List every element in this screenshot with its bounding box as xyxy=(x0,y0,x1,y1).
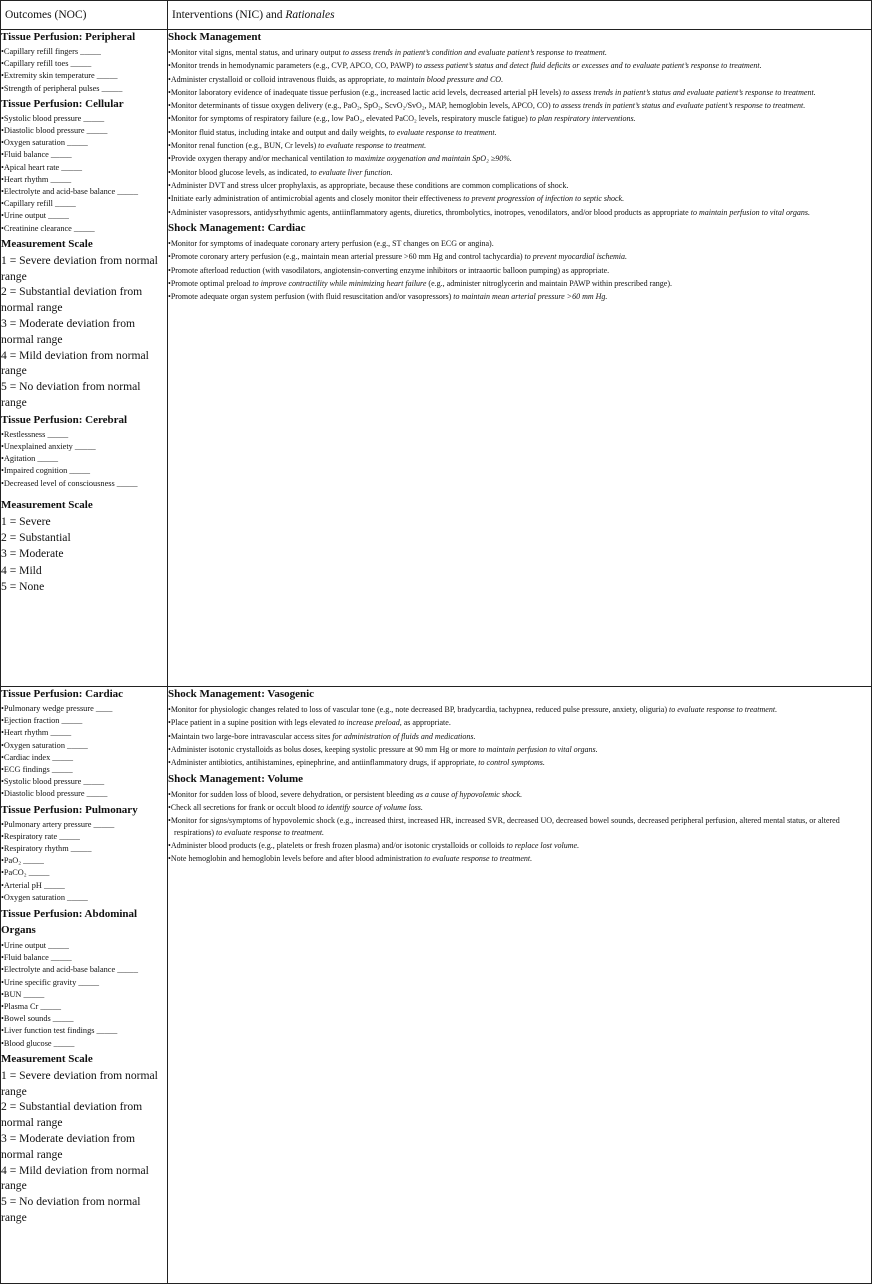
outcome-list xyxy=(1,819,167,904)
scale-item: 2 = Substantial deviation from normal range xyxy=(1,285,143,315)
outcome-item: • Impaired cognition _____ xyxy=(1,465,167,477)
interventions-cell-1 xyxy=(168,30,872,687)
rationale-text: to maximize oxygenation and maintain SpO₂ ≥90%. xyxy=(346,154,512,164)
intervention-text: Check all secretions for frank or occult blood xyxy=(170,802,318,812)
rationale-text: to assess trends in patient’s status and evaluate patient’s response to treatment. xyxy=(563,87,816,97)
rationale-text: to maintain mean arterial pressure >60 mm Hg. xyxy=(453,292,608,302)
measurement-scale xyxy=(1,1068,167,1226)
intervention-item xyxy=(168,278,871,290)
interventions-cell-2 xyxy=(168,687,872,1284)
intervention-item xyxy=(168,251,871,263)
outcome-item: • Fluid balance _____ xyxy=(1,149,167,161)
outcome-item: • Blood glucose _____ xyxy=(1,1038,167,1050)
outcome-item: • Electrolyte and acid-base balance _____ xyxy=(1,964,167,976)
intervention-item xyxy=(168,87,871,99)
rationale-text: as a cause of hypovolemic shock. xyxy=(415,789,523,799)
outcome-list xyxy=(1,940,167,1050)
intervention-item xyxy=(168,193,871,205)
outcome-item: • Oxygen saturation _____ xyxy=(1,892,167,904)
intervention-text: Place patient in a supine position with legs elevated xyxy=(170,718,339,728)
outcome-item: • Agitation _____ xyxy=(1,453,167,465)
rationale-text: to maintain blood pressure and CO. xyxy=(388,74,504,84)
intervention-heading: Shock Management: Vasogenic xyxy=(168,688,315,700)
intervention-text: Provide oxygen therapy and/or mechanical ventilation xyxy=(170,154,347,164)
outcome-item: • Plasma Cr _____ xyxy=(1,1001,167,1013)
intervention-item xyxy=(168,167,871,179)
outcome-item: • Bowel sounds _____ xyxy=(1,1013,167,1025)
section-title: Tissue Perfusion: Cardiac xyxy=(1,688,124,700)
intervention-text: Monitor fluid status, including intake and output and daily weights, xyxy=(170,127,389,137)
outcome-item: • Apical heart rate _____ xyxy=(1,162,167,174)
intervention-item xyxy=(168,853,871,865)
row-1 xyxy=(1,30,872,687)
outcomes-cell-1 xyxy=(1,30,168,687)
intervention-text: Administer isotonic crystalloids as bolus doses, keeping systolic pressure at 90 mm Hg or more xyxy=(170,744,479,754)
intervention-list xyxy=(168,704,871,769)
scale-item: 3 = Moderate deviation from normal range xyxy=(1,317,136,346)
outcome-list xyxy=(1,113,167,235)
outcomes-header: Outcomes (NOC) xyxy=(1,1,168,30)
row-2 xyxy=(1,687,872,1284)
intervention-list xyxy=(168,47,871,218)
section-title: Tissue Perfusion: Pulmonary xyxy=(1,803,138,816)
outcome-item: • Urine output _____ xyxy=(1,940,167,952)
outcome-item: • Capillary refill toes _____ xyxy=(1,58,167,70)
outcome-item: • Arterial pH _____ xyxy=(1,880,167,892)
rationale-text: to maintain perfusion to vital organs. xyxy=(690,207,810,217)
outcome-item: • PaCO₂ _____ xyxy=(1,867,167,879)
scale-item: 2 = Substantial xyxy=(1,531,71,545)
rationale-text: to assess trends in patient’s status and evaluate patient’s response to treatment. xyxy=(552,101,806,111)
outcome-item: • Unexplained anxiety _____ xyxy=(1,441,167,453)
rationale-text: to assess trends in patient’s condition and evaluate patient’s response to treatment. xyxy=(342,48,607,57)
intervention-item xyxy=(168,757,871,769)
outcome-list xyxy=(1,703,167,801)
outcome-item: • Diastolic blood pressure _____ xyxy=(1,788,167,800)
rationale-text: to control symptoms. xyxy=(478,758,545,768)
section-title: Tissue Perfusion: Cerebral xyxy=(1,413,128,426)
scale-item: 5 = None xyxy=(1,580,45,594)
scale-item: 2 = Substantial deviation from normal range xyxy=(1,1100,143,1130)
outcome-list xyxy=(1,429,167,490)
measurement-scale xyxy=(1,253,167,411)
intervention-item xyxy=(168,113,871,125)
intervention-item xyxy=(168,47,871,59)
intervention-item xyxy=(168,100,871,112)
scale-item: 3 = Moderate deviation from normal range xyxy=(1,1132,136,1161)
intervention-text: Administer vasopressors, antidysrhythmic agents, antiinflammatory agents, diuretics, thrombolytics, inotropes, venodilators, and/or blood products as appropriate xyxy=(170,207,691,217)
intervention-item xyxy=(168,238,871,250)
rationale-text: to evaluate response to treatment. xyxy=(216,827,325,837)
intervention-heading: Shock Management: Cardiac xyxy=(168,222,306,235)
outcome-item: • Systolic blood pressure _____ xyxy=(1,776,167,788)
outcome-item: • Respiratory rate _____ xyxy=(1,831,167,843)
scale-item: 5 = No deviation from normal range xyxy=(1,380,141,410)
outcome-item: • Extremity skin temperature _____ xyxy=(1,70,167,82)
rationale-text: to improve contractility while minimizing heart failure xyxy=(252,278,427,288)
rationale-text: to evaluate liver function. xyxy=(310,167,393,177)
scale-item: 3 = Moderate xyxy=(1,547,64,561)
intervention-text: Administer crystalloid or colloid intravenous fluids, as appropriate, xyxy=(170,74,389,84)
rationale-text: to replace lost volume. xyxy=(506,841,580,851)
outcome-item: • BUN _____ xyxy=(1,989,167,1001)
intervention-text: Monitor blood glucose levels, as indicated, xyxy=(170,167,311,177)
intervention-text: Monitor vital signs, mental status, and urinary output xyxy=(170,48,343,57)
intervention-heading: Shock Management: Volume xyxy=(168,772,304,785)
intervention-text-tail: , as appropriate. xyxy=(399,718,451,728)
outcome-item: • Pulmonary wedge pressure ____ xyxy=(1,703,167,715)
rationale-text: for administration of fluids and medications. xyxy=(332,731,476,741)
intervention-item xyxy=(168,140,871,152)
rationale-text: to plan respiratory interventions. xyxy=(529,114,636,124)
outcome-list xyxy=(1,46,167,95)
intervention-item xyxy=(168,789,871,801)
intervention-text: Monitor laboratory evidence of inadequate tissue perfusion (e.g., increased lactic acid levels, decreased arterial pH levels) xyxy=(170,87,564,97)
intervention-item xyxy=(168,815,871,838)
intervention-text: Administer DVT and stress ulcer prophylaxis, as appropriate, because these conditions are common complications of shock. xyxy=(170,180,569,190)
outcome-item: • Oxygen saturation _____ xyxy=(1,137,167,149)
interventions-header: Interventions (NIC) and Rationales xyxy=(168,1,872,30)
rationales-label: Rationales xyxy=(285,9,335,21)
intervention-text: Initiate early administration of antimicrobial agents and closely monitor their effectiveness xyxy=(170,194,464,204)
scale-title: Measurement Scale xyxy=(1,1052,93,1065)
intervention-item xyxy=(168,291,871,303)
scale-item: 4 = Mild xyxy=(1,563,42,577)
intervention-item xyxy=(168,74,871,86)
scale-title: Measurement Scale xyxy=(1,498,93,511)
section-title: Tissue Perfusion: Abdominal Organs xyxy=(1,908,138,937)
rationale-text: to evaluate response to treatment. xyxy=(669,705,778,714)
intervention-text: Monitor for physiologic changes related to loss of vascular tone (e.g., note decreased BP, bradycardia, tachypnea, reduced pulse pressure, anxiety, oliguria) xyxy=(170,705,670,714)
section-title: Tissue Perfusion: Peripheral xyxy=(1,31,136,43)
outcome-item: • Heart rhythm _____ xyxy=(1,174,167,186)
intervention-text: Monitor for sudden loss of blood, severe dehydration, or persistent bleeding xyxy=(170,789,416,799)
outcome-item: • Capillary refill _____ xyxy=(1,198,167,210)
scale-item: 1 = Severe xyxy=(1,514,51,528)
intervention-text: Promote coronary artery perfusion (e.g., maintain mean arterial pressure >60 mm Hg and control tachycardia) xyxy=(170,252,525,262)
rationale-text: to evaluate response to treatment. xyxy=(424,854,533,864)
intervention-text: Note hemoglobin and hemoglobin levels before and after blood administration xyxy=(170,854,425,864)
intervention-item xyxy=(168,704,871,716)
intervention-item xyxy=(168,265,871,277)
outcome-item: • Respiratory rhythm _____ xyxy=(1,843,167,855)
intervention-text-tail: (e.g., administer nitroglycerin and maintain PAWP within prescribed range). xyxy=(426,278,673,288)
intervention-text: Promote afterload reduction (with vasodilators, angiotensin-converting enzyme inhibitors or intraaortic balloon pumping) as appropriate. xyxy=(170,265,610,275)
rationale-text: to increase preload xyxy=(338,718,400,728)
outcome-item: • Liver function test findings _____ xyxy=(1,1025,167,1037)
intervention-text: Promote adequate organ system perfusion (with fluid resuscitation and/or vasopressors) xyxy=(170,292,454,302)
intervention-list xyxy=(168,238,871,303)
outcome-item: • Heart rhythm _____ xyxy=(1,727,167,739)
intervention-item xyxy=(168,744,871,756)
outcome-item: • Systolic blood pressure _____ xyxy=(1,113,167,125)
intervention-list xyxy=(168,789,871,865)
intervention-text: Monitor determinants of tissue oxygen delivery (e.g., PaO₂, SpO₂, ScvO₂/SvO₂, MAP, hemoglobin levels, APCO, CO) xyxy=(170,101,553,111)
intervention-item xyxy=(168,207,871,219)
intervention-text: Administer antibiotics, antihistamines, epinephrine, and antiinflammatory drugs, if appropriate, xyxy=(170,758,479,768)
intervention-item xyxy=(168,180,871,192)
intervention-item xyxy=(168,717,871,729)
scale-item: 5 = No deviation from normal range xyxy=(1,1195,141,1225)
intervention-item xyxy=(168,127,871,139)
intervention-item xyxy=(168,802,871,814)
intervention-text: Monitor for signs/symptoms of hypovolemic shock (e.g., increased thirst, increased HR, increased SVR, decreased UO, decreased bowel sounds, decreased peripheral perfusion, altered mental status, or altered respirations) xyxy=(170,816,840,837)
outcome-item: • Strength of peripheral pulses _____ xyxy=(1,83,167,95)
rationale-text: to maintain perfusion to vital organs. xyxy=(478,744,598,754)
outcome-item: • Decreased level of consciousness _____ xyxy=(1,478,167,490)
intervention-item xyxy=(168,731,871,743)
intervention-text: Maintain two large-bore intravascular access sites xyxy=(170,731,333,741)
scale-item: 4 = Mild deviation from normal range xyxy=(1,348,149,378)
intervention-heading: Shock Management xyxy=(168,31,262,43)
intervention-text: Administer blood products (e.g., platelets or fresh frozen plasma) and/or isotonic crystalloids or colloids xyxy=(170,841,507,851)
rationale-text: to prevent progression of infection to septic shock. xyxy=(463,194,625,204)
outcome-item: • Restlessness _____ xyxy=(1,429,167,441)
intervention-text: Promote optimal preload xyxy=(170,278,253,288)
intervention-text: Monitor for symptoms of inadequate coronary artery perfusion (e.g., ST changes on ECG or angina). xyxy=(170,239,494,249)
rationale-text: to evaluate response to treatment. xyxy=(318,141,427,151)
scale-item: 4 = Mild deviation from normal range xyxy=(1,1163,149,1193)
outcome-item: • Diastolic blood pressure _____ xyxy=(1,125,167,137)
outcomes-cell-2 xyxy=(1,687,168,1284)
rationale-text: to evaluate response to treatment. xyxy=(388,127,497,137)
intervention-text: Monitor for symptoms of respiratory failure (e.g., low PaO₂, elevated PaCO₂ levels, respiratory muscle fatigue) xyxy=(170,114,530,124)
outcome-item: • ECG findings _____ xyxy=(1,764,167,776)
measurement-scale xyxy=(1,514,167,595)
rationale-text: to prevent myocardial ischemia. xyxy=(524,252,628,262)
outcome-item: • Electrolyte and acid-base balance _____ xyxy=(1,186,167,198)
section-title: Tissue Perfusion: Cellular xyxy=(1,97,124,110)
intervention-item xyxy=(168,153,871,165)
outcome-item: • Oxygen saturation _____ xyxy=(1,740,167,752)
outcome-item: • Cardiac index _____ xyxy=(1,752,167,764)
scale-item: 1 = Severe deviation from normal range xyxy=(1,1068,158,1098)
rationale-text: to assess patient’s status and detect fluid deficits or excesses and to evaluate patient’s response to treatment. xyxy=(415,61,762,71)
header-row xyxy=(1,1,872,30)
outcome-item: • Urine specific gravity _____ xyxy=(1,977,167,989)
scale-title: Measurement Scale xyxy=(1,237,93,250)
outcome-item: • Creatinine clearance _____ xyxy=(1,223,167,235)
outcome-item: • PaO₂ _____ xyxy=(1,855,167,867)
intervention-item xyxy=(168,60,871,72)
intervention-item xyxy=(168,840,871,852)
intervention-text: Monitor renal function (e.g., BUN, Cr levels) xyxy=(170,141,319,151)
outcome-item: • Ejection fraction _____ xyxy=(1,715,167,727)
outcome-item: • Pulmonary artery pressure _____ xyxy=(1,819,167,831)
outcome-item: • Capillary refill fingers _____ xyxy=(1,46,167,58)
intervention-text: Monitor trends in hemodynamic parameters (e.g., CVP, APCO, CO, PAWP) xyxy=(170,61,416,71)
scale-item: 1 = Severe deviation from normal range xyxy=(1,253,158,283)
rationale-text: to identify source of volume loss. xyxy=(317,802,423,812)
outcome-item: • Fluid balance _____ xyxy=(1,952,167,964)
outcome-item: • Urine output _____ xyxy=(1,210,167,222)
